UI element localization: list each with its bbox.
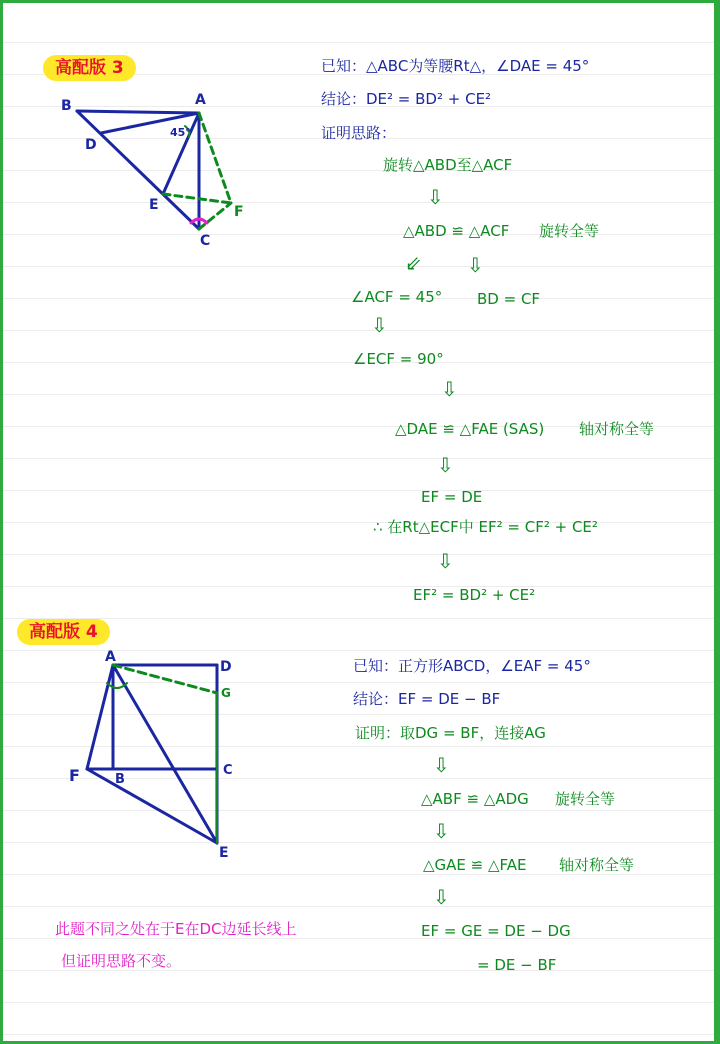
label-f: F <box>69 766 80 785</box>
s3-arrow-5: ⇩ <box>437 453 454 477</box>
s4-note-line1: 此题不同之处在于E在DC边延长线上 <box>55 920 297 938</box>
label-g: G <box>221 686 231 700</box>
label-f: F <box>234 204 244 220</box>
label-b: B <box>115 772 125 787</box>
s3-step4: ∠ECF = 90° <box>353 350 444 368</box>
s4-proof: 证明：取DG = BF，连接AG <box>355 724 546 742</box>
s3-step7: ∴ 在Rt△ECF中 EF² = CF² + CE² <box>373 518 598 536</box>
s4-step2-note: 轴对称全等 <box>559 856 635 874</box>
s3-step5: △DAE ≌ △FAE (SAS) <box>395 420 545 438</box>
label-a: A <box>105 649 116 665</box>
label-e: E <box>219 845 229 861</box>
segment-a-f <box>87 665 113 769</box>
s3-arrow-4: ⇩ <box>441 377 458 401</box>
s3-step2: △ABD ≌ △ACF <box>403 222 510 240</box>
s4-step3: EF = GE = DE − DG <box>421 922 571 940</box>
label-e: E <box>149 197 159 213</box>
label-d: D <box>85 137 97 153</box>
s4-step1: △ABF ≌ △ADG <box>421 790 529 808</box>
label-b: B <box>61 98 72 114</box>
s3-arrow-2b: ⇩ <box>467 253 484 277</box>
s3-arrow-1: ⇩ <box>427 185 444 209</box>
s4-arrow-3: ⇩ <box>433 885 450 909</box>
s3-step5-note: 轴对称全等 <box>579 420 655 438</box>
section4-badge: 高配版 4 <box>17 619 110 645</box>
label-angle: 45° <box>170 126 191 139</box>
s3-step3b: BD = CF <box>477 290 541 308</box>
s3-conclusion: 结论：DE² = BD² + CE² <box>321 90 492 108</box>
s3-step6: EF = DE <box>421 488 483 506</box>
section3-badge: 高配版 3 <box>43 55 136 81</box>
label-c: C <box>223 763 233 778</box>
s3-given: 已知：△ABC为等腰Rt△，∠DAE = 45° <box>321 57 590 75</box>
s3-step8: EF² = BD² + CE² <box>413 586 536 604</box>
s3-arrow-6: ⇩ <box>437 549 454 573</box>
s3-idea-heading: 证明思路： <box>321 124 397 142</box>
s4-note-line2: 但证明思路不变。 <box>61 952 182 970</box>
label-c: C <box>200 233 211 249</box>
s3-step1: 旋转△ABD至△ACF <box>383 156 513 174</box>
s4-arrow-1: ⇩ <box>433 753 450 777</box>
s4-step1-note: 旋转全等 <box>555 790 616 808</box>
segment-f-e <box>87 769 217 843</box>
s4-step4: = DE − BF <box>477 956 557 974</box>
s4-conclusion: 结论：EF = DE − BF <box>353 690 501 708</box>
s4-given: 已知：正方形ABCD，∠EAF = 45° <box>353 657 591 675</box>
s3-step3a: ∠ACF = 45° <box>351 288 443 306</box>
s4-step2: △GAE ≌ △FAE <box>423 856 527 874</box>
s3-arrow-3: ⇩ <box>371 313 388 337</box>
s3-step2-note: 旋转全等 <box>539 222 600 240</box>
segment-a-e <box>113 665 217 843</box>
label-a: A <box>195 92 206 108</box>
label-d: D <box>220 659 232 675</box>
s4-arrow-2: ⇩ <box>433 819 450 843</box>
s3-arrow-2a: ⇙ <box>405 251 422 275</box>
section4-figure <box>3 3 720 1044</box>
